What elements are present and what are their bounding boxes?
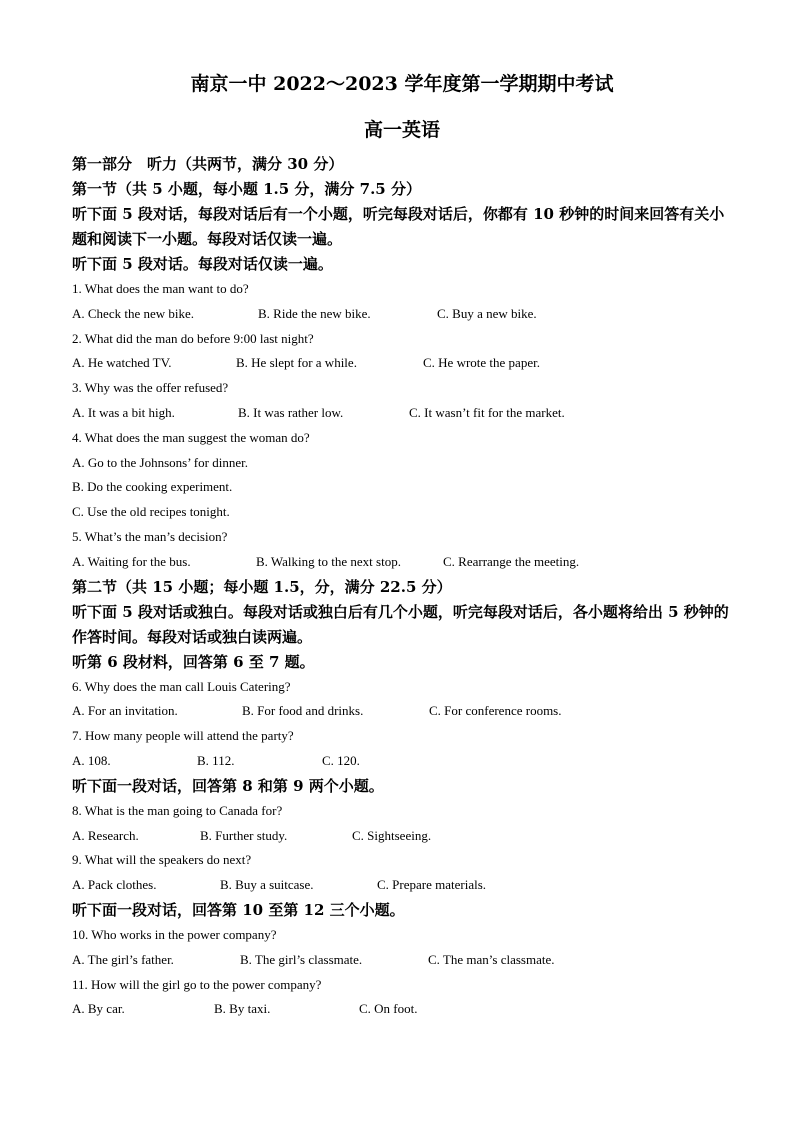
option-b: B. Walking to the next stop. [256, 553, 401, 569]
part-one-heading: 第一部分 听力（共两节，满分 30 分） [72, 155, 344, 173]
option-a: A. 108. [72, 752, 111, 768]
text-7-heading: 听下面一段对话，回答第 8 和第 9 两个小题。 [72, 776, 384, 795]
question-8: 8. What is the man going to Canada for? [72, 802, 283, 818]
question-4-option-c: C. Use the old recipes tonight. [72, 504, 230, 520]
option-a: A. Research. [72, 827, 139, 843]
option-a: A. The girl’s father. [72, 951, 174, 967]
question-3-options [72, 401, 732, 426]
text-8-heading: 听下面一段对话，回答第 10 至第 12 三个小题。 [72, 900, 405, 919]
text-6-heading: 听第 6 段材料，回答第 6 至 7 题。 [72, 652, 315, 671]
option-b: B. Further study. [200, 827, 288, 843]
question-5: 5. What’s the man’s decision? [72, 528, 228, 544]
question-1: 1. What does the man want to do? [72, 281, 249, 296]
question-6-options [72, 699, 732, 724]
option-c: C. Sightseeing. [352, 827, 432, 843]
question-8-options [72, 824, 732, 849]
option-b: B. Buy a suitcase. [220, 877, 314, 893]
option-c: C. Buy a new bike. [437, 305, 537, 321]
option-c: C. For conference rooms. [429, 703, 562, 719]
option-a: A. Waiting for the bus. [72, 553, 191, 569]
question-2-options [72, 351, 732, 376]
option-c: C. Prepare materials. [377, 877, 487, 893]
exam-title: 南京一中 2022～2023 学年度第一学期期中考试 [190, 73, 614, 95]
question-7-options [72, 749, 732, 774]
option-c: C. He wrote the paper. [423, 355, 540, 371]
section-two-heading: 第二节（共 15 小题；每小题 1.5，分，满分 22.5 分） [72, 577, 452, 596]
question-3: 3. Why was the offer refused? [72, 380, 229, 396]
option-a: A. Pack clothes. [72, 877, 157, 893]
option-c: C. On foot. [359, 1001, 418, 1017]
question-1-options [72, 302, 732, 327]
section-two-instructions: 听下面 5 段对话或独白。每段对话或独白后有几个小题，听完每段对话后，各小题将给出 5 秒钟的作答时间。每段对话或独白读两遍。 [72, 602, 729, 646]
option-b: B. 112. [197, 752, 235, 768]
option-b: B. By taxi. [214, 1001, 271, 1017]
exam-page [72, 68, 732, 1022]
question-9: 9. What will the speakers do next? [72, 852, 252, 868]
question-4-option-b: B. Do the cooking experiment. [72, 479, 233, 495]
question-2: 2. What did the man do before 9:00 last night? [72, 330, 314, 346]
option-c: C. 120. [322, 752, 360, 768]
exam-subtitle: 高一英语 [363, 119, 440, 141]
question-10: 10. Who works in the power company? [72, 926, 277, 942]
option-a: A. He watched TV. [72, 355, 172, 371]
question-11-options [72, 997, 732, 1022]
option-c: C. The man’s classmate. [428, 951, 555, 967]
option-c: C. It wasn’t fit for the market. [409, 404, 565, 420]
question-4: 4. What does the man suggest the woman do? [72, 429, 310, 445]
section-one-heading: 第一节（共 5 小题，每小题 1.5 分，满分 7.5 分） [72, 180, 421, 198]
option-b: B. The girl’s classmate. [240, 951, 363, 967]
option-a: A. By car. [72, 1001, 125, 1017]
question-5-options [72, 550, 732, 575]
option-a: A. Check the new bike. [72, 305, 195, 321]
question-6: 6. Why does the man call Louis Catering? [72, 678, 291, 694]
option-b: B. Ride the new bike. [258, 305, 371, 321]
option-b: B. He slept for a while. [236, 355, 357, 371]
section-one-note: 听下面 5 段对话。每段对话仅读一遍。 [72, 255, 333, 273]
question-9-options [72, 873, 732, 898]
section-one-instructions: 听下面 5 段对话，每段对话后有一个小题，听完每段对话后，你都有 10 秒钟的时间来回答有关小题和阅读下一小题。每段对话仅读一遍。 [72, 205, 725, 248]
option-a: A. For an invitation. [72, 703, 178, 719]
question-10-options [72, 948, 732, 973]
option-b: B. For food and drinks. [242, 703, 364, 719]
option-b: B. It was rather low. [238, 404, 344, 420]
question-11: 11. How will the girl go to the power company? [72, 976, 322, 992]
question-7: 7. How many people will attend the party? [72, 728, 294, 744]
question-4-option-a: A. Go to the Johnsons’ for dinner. [72, 454, 248, 470]
option-a: A. It was a bit high. [72, 404, 175, 420]
option-c: C. Rearrange the meeting. [443, 553, 580, 569]
